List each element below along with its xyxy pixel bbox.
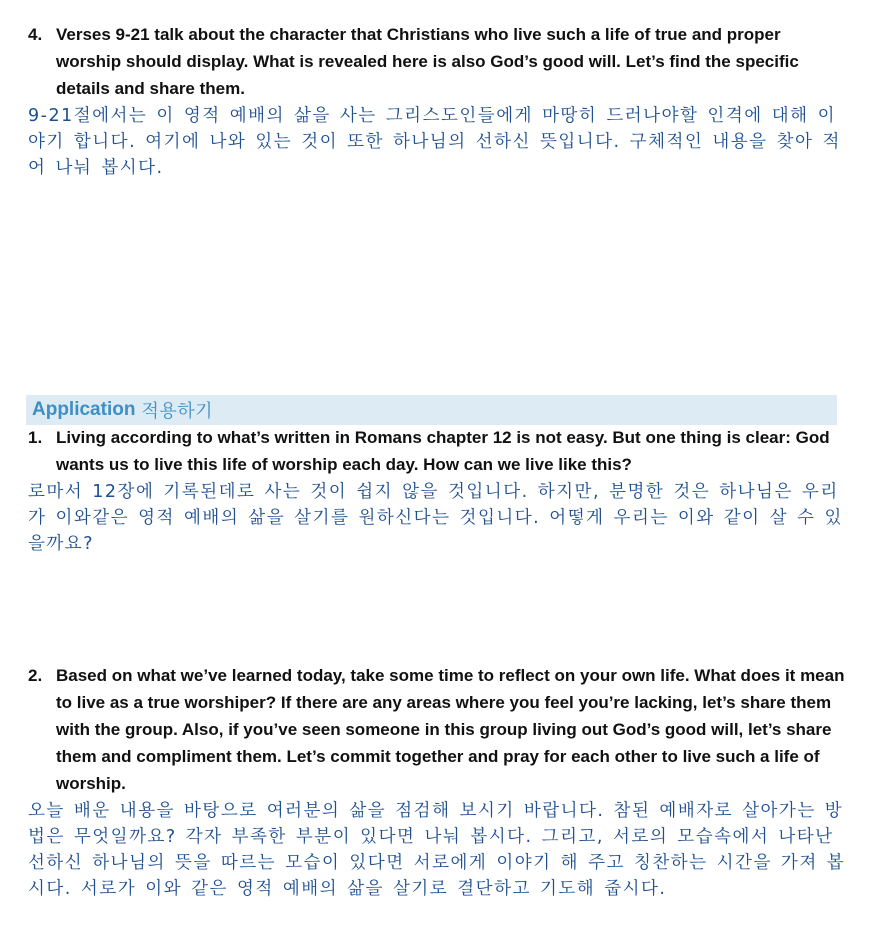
application-section-header — [26, 395, 837, 425]
application-question-2-english — [28, 662, 848, 797]
question-number: 1. — [28, 428, 43, 447]
question-4-korean: 9-21절에서는 이 영적 예배의 삶을 사는 그리스도인들에게 마땅히 드러나야할 인격에 대해 이야기 합니다. 여기에 나와 있는 것이 또한 하나님의 선하신 뜻입니다. 구체적인 내용을 찾아 적어 나눠 봅시다. — [28, 106, 841, 178]
application-question-1-korean: 로마서 12장에 기록된데로 사는 것이 쉽지 않을 것입니다. 하지만, 분명한 것은 하나님은 우리가 이와같은 영적 예배의 삶을 살기를 원하신다는 것입니다. 어떻게 우리는 이와 같이 살 수 있을까요? — [28, 482, 843, 554]
application-question-1 — [28, 424, 848, 557]
question-number: 4. — [28, 25, 43, 44]
question-4-english — [28, 21, 848, 102]
section-title-korean: 적용하기 — [141, 401, 214, 422]
application-question-2 — [28, 662, 848, 902]
question-english-text: Verses 9-21 talk about the character that Christians who live such a life of true and proper worship should display. What is revealed here is also God’s good will. Let’s find the specific details and share them. — [56, 25, 799, 98]
section-title: Application — [32, 399, 136, 420]
application-question-1-english — [28, 424, 848, 478]
question-english-text: Based on what we’ve learned today, take some time to reflect on your own life. What does it mean to live as a true worshiper? If there are any areas where you feel you’re lacking, let’s share them with the group. Also, if you’ve seen someone in this group living out God’s good will, let’s share them and compliment them. Let’s commit together and pray for each other to live such a life of worship. — [56, 666, 845, 793]
application-question-2-korean: 오늘 배운 내용을 바탕으로 여러분의 삶을 점검해 보시기 바랍니다. 참된 예배자로 살아가는 방법은 무엇일까요? 각자 부족한 부분이 있다면 나눠 봅시다. 그리고, 서로의 모습속에서 나타난 선하신 하나님의 뜻을 따르는 모습이 있다면 서로에게 이야기 해 주고 칭찬하는 시간을 가져 봅시다. 서로가 이와 같은 영적 예배의 삶을 살기로 결단하고 기도해 줍시다. — [28, 801, 846, 899]
question-english-text: Living according to what’s written in Romans chapter 12 is not easy. But one thing is clear: God wants us to live this life of worship each day. How can we live like this? — [56, 428, 830, 474]
question-number: 2. — [28, 666, 43, 685]
question-4 — [28, 21, 848, 181]
